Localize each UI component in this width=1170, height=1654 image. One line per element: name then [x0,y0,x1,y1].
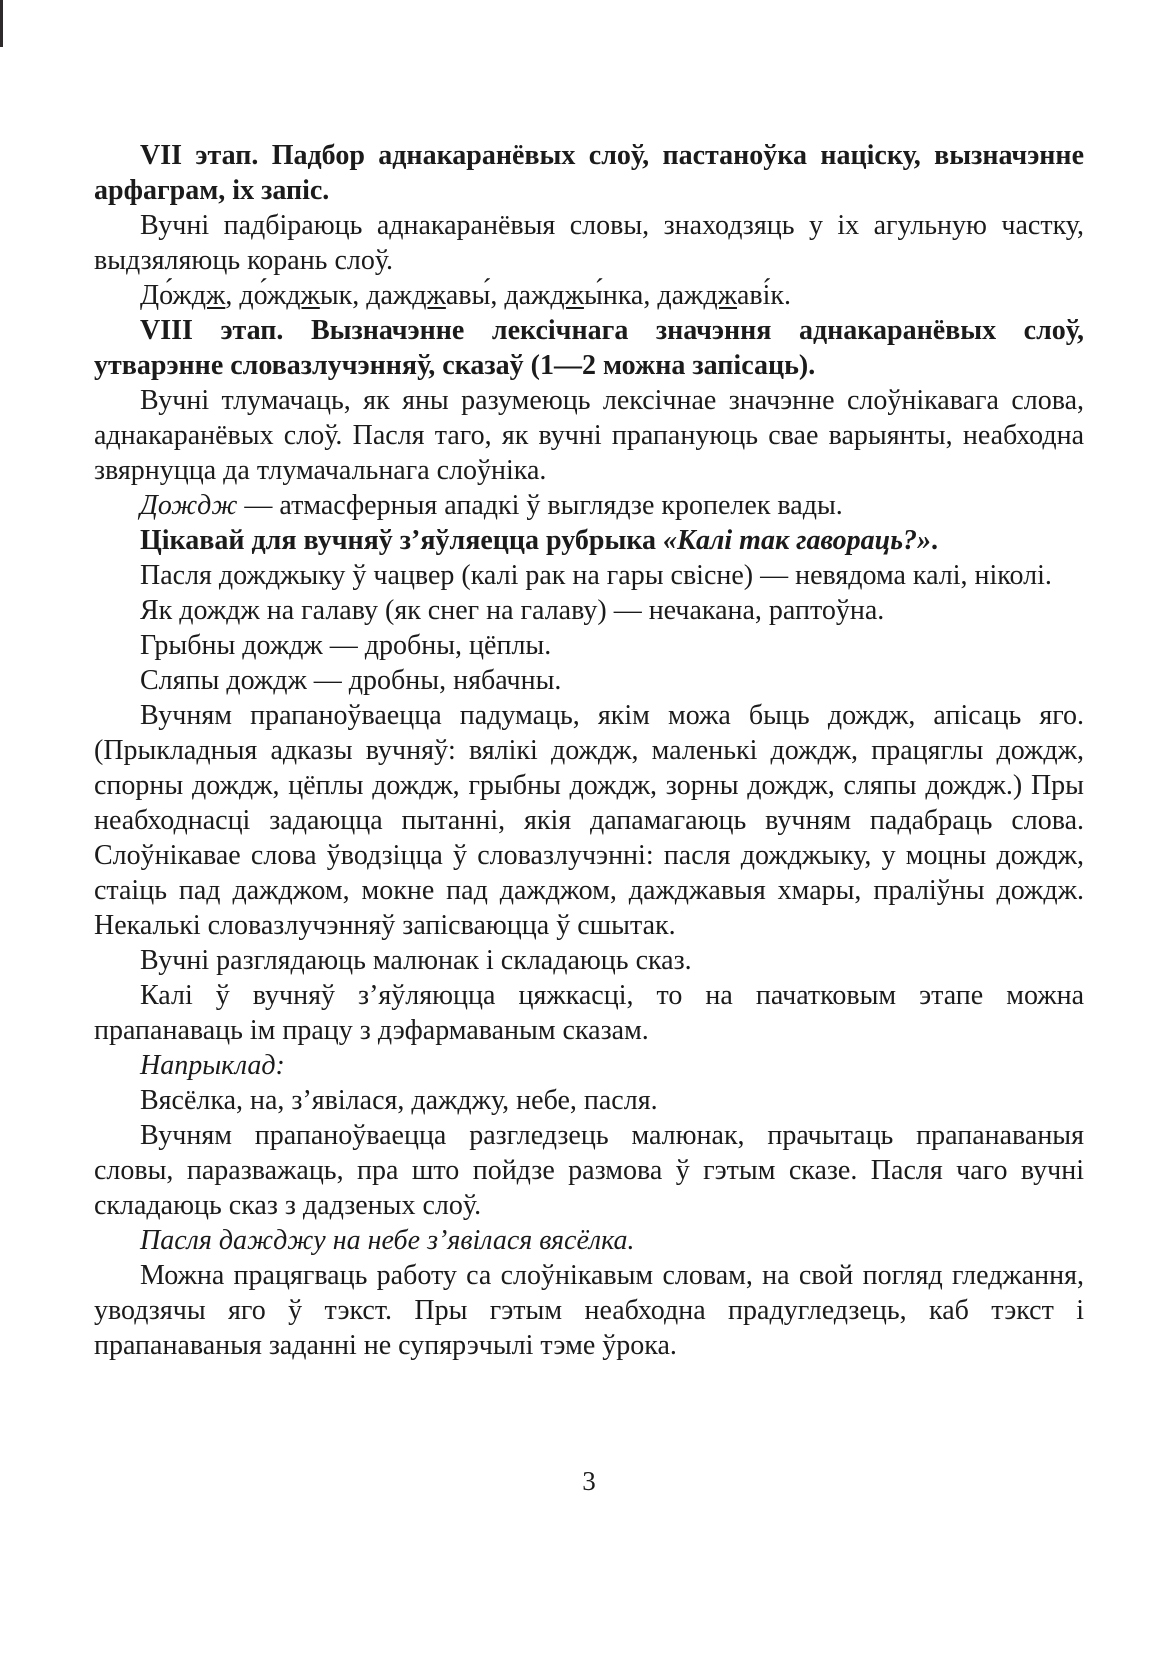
body-paragraph-root-words [94,208,1084,278]
heading-text: VIII этап. Вызначэнне лексічнага значэння аднакаранёвых слоў, утварэнне словазлучэнняў, сказаў (1—2 можна запісаць). [94,315,1084,381]
idiom-line-on-head [94,593,1084,628]
word-segment: авы́, даж [445,280,551,311]
rubric-period: . [931,525,938,556]
idiom-line-thursday [94,558,1084,593]
label-text: Напрыклад: [140,1050,285,1081]
word-segment: ы́нка, даж [583,280,704,311]
underlined-dzh-segment: дж [286,280,320,311]
paragraph-text: Можна працягваць работу са слоўнікавым словам, на свой погляд гледжання, уводзячы яго ў тэкст. Пры гэтым неабходна прадугледзець, каб тэкст і прапанаваныя заданні не супярэчылі тэме ўрока. [94,1260,1084,1361]
idiom-text: Грыбны дождж — дробны, цёплы. [140,630,552,661]
body-paragraph-describe-rain [94,698,1084,943]
definition-text: — атмасферныя ападкі ў выглядзе кропелек вады. [237,490,843,521]
underlined-dzh-segment: дж [412,280,446,311]
rubric-title: «Калі так гавораць?» [663,525,931,556]
word-segment: ык, даж [319,280,413,311]
word-forms-line [94,278,1084,313]
word-segment: аві́к. [736,280,792,311]
idiom-text: Пасля дожджыку ў чацвер (калі рак на гары свісне) — невядома калі, ніколі. [140,560,1052,591]
page-number-text: 3 [582,1466,596,1496]
body-paragraph-difficulties [94,978,1084,1048]
rubric-heading [94,523,1084,558]
sentence-text: Пасля дажджу на небе з’явілася вясёлка. [140,1225,635,1256]
page-body [94,138,1084,1363]
idiom-text: Як дождж на галаву (як снег на галаву) — нечакана, раптоўна. [140,595,885,626]
paragraph-text: Вучні падбіраюць аднакаранёвыя словы, знаходзяць у іх агульную частку, выдзяляюць корань слоў. [94,210,1084,276]
underlined-dzh-segment: дж [703,280,737,311]
paragraph-text: Вучням прапаноўваецца падумаць, якім можа быць дождж, апісаць яго. (Прыкладныя адказы вучняў: вялікі дождж, маленькі дождж, працяглы дождж, спорны дождж, цёплы дождж, грыбны дождж, зорны дождж, сляпы дождж.) Пры неабходнасці задаюцца пытанні, якія дапамагаюць вучням падабраць слова. Слоўнікавае слова ўводзіцца ў словазлучэнні: пасля дожджыку, у моцны дождж, стаіць пад дажджом, мокне пад дажджом, дажджавыя хмары, праліўны дождж. Некалькі словазлучэнняў запісваюцца ў сшытак. [94,700,1084,941]
body-paragraph-continue-work [94,1258,1084,1363]
paragraph-text: Вучні тлумачаць, як яны разумеюць лексічнае значэнне слоўнікавага слова, аднакаранёвых слоў. Пасля таго, як вучні прапануюць свае варыянты, неабходна звярнуцца да тлумачальнага слоўніка. [94,385,1084,486]
defined-word: Дождж [140,490,238,521]
page-number [94,1466,1084,1497]
idiom-line-mushroom-rain [94,628,1084,663]
rubric-lead-text: Цікавай для вучняў з’яўляецца рубрыка [140,525,664,556]
word-segment: , до́ж [225,280,287,311]
paragraph-text: Вучні разглядаюць малюнак і складаюць сказ. [140,945,692,976]
scan-artifact-mark [0,0,3,47]
heading-text: VII этап. Падбор аднакаранёвых слоў, пастаноўка націску, вызначэнне арфаграм, іх запіс. [94,140,1084,206]
stage-vii-heading [94,138,1084,208]
stage-viii-heading [94,313,1084,383]
idiom-text: Сляпы дождж — дробны, нябачны. [140,665,562,696]
sentence-text: Вясёлка, на, з’явілася, дажджу, небе, пасля. [140,1085,658,1116]
underlined-dzh-segment: дж [550,280,584,311]
word-segment: До́ж [140,280,192,311]
body-paragraph-picture-sentence [94,943,1084,978]
underlined-dzh-segment: дж [191,280,226,311]
definition-paragraph [94,488,1084,523]
idiom-line-blind-rain [94,663,1084,698]
example-sentence [94,1223,1084,1258]
scrambled-sentence [94,1083,1084,1118]
paragraph-text: Калі ў вучняў з’яўляюцца цяжкасці, то на пачатковым этапе можна прапанаваць ім працу з дэфармаваным сказам. [94,980,1084,1046]
body-paragraph-lexical-meaning [94,383,1084,488]
body-paragraph-read-words [94,1118,1084,1223]
paragraph-text: Вучням прапаноўваецца разгледзець малюнак, прачытаць прапанаваныя словы, паразважаць, пра што пойдзе размова ў гэтым сказе. Пасля чаго вучні складаюць сказ з дадзеных слоў. [94,1120,1084,1221]
example-label [94,1048,1084,1083]
